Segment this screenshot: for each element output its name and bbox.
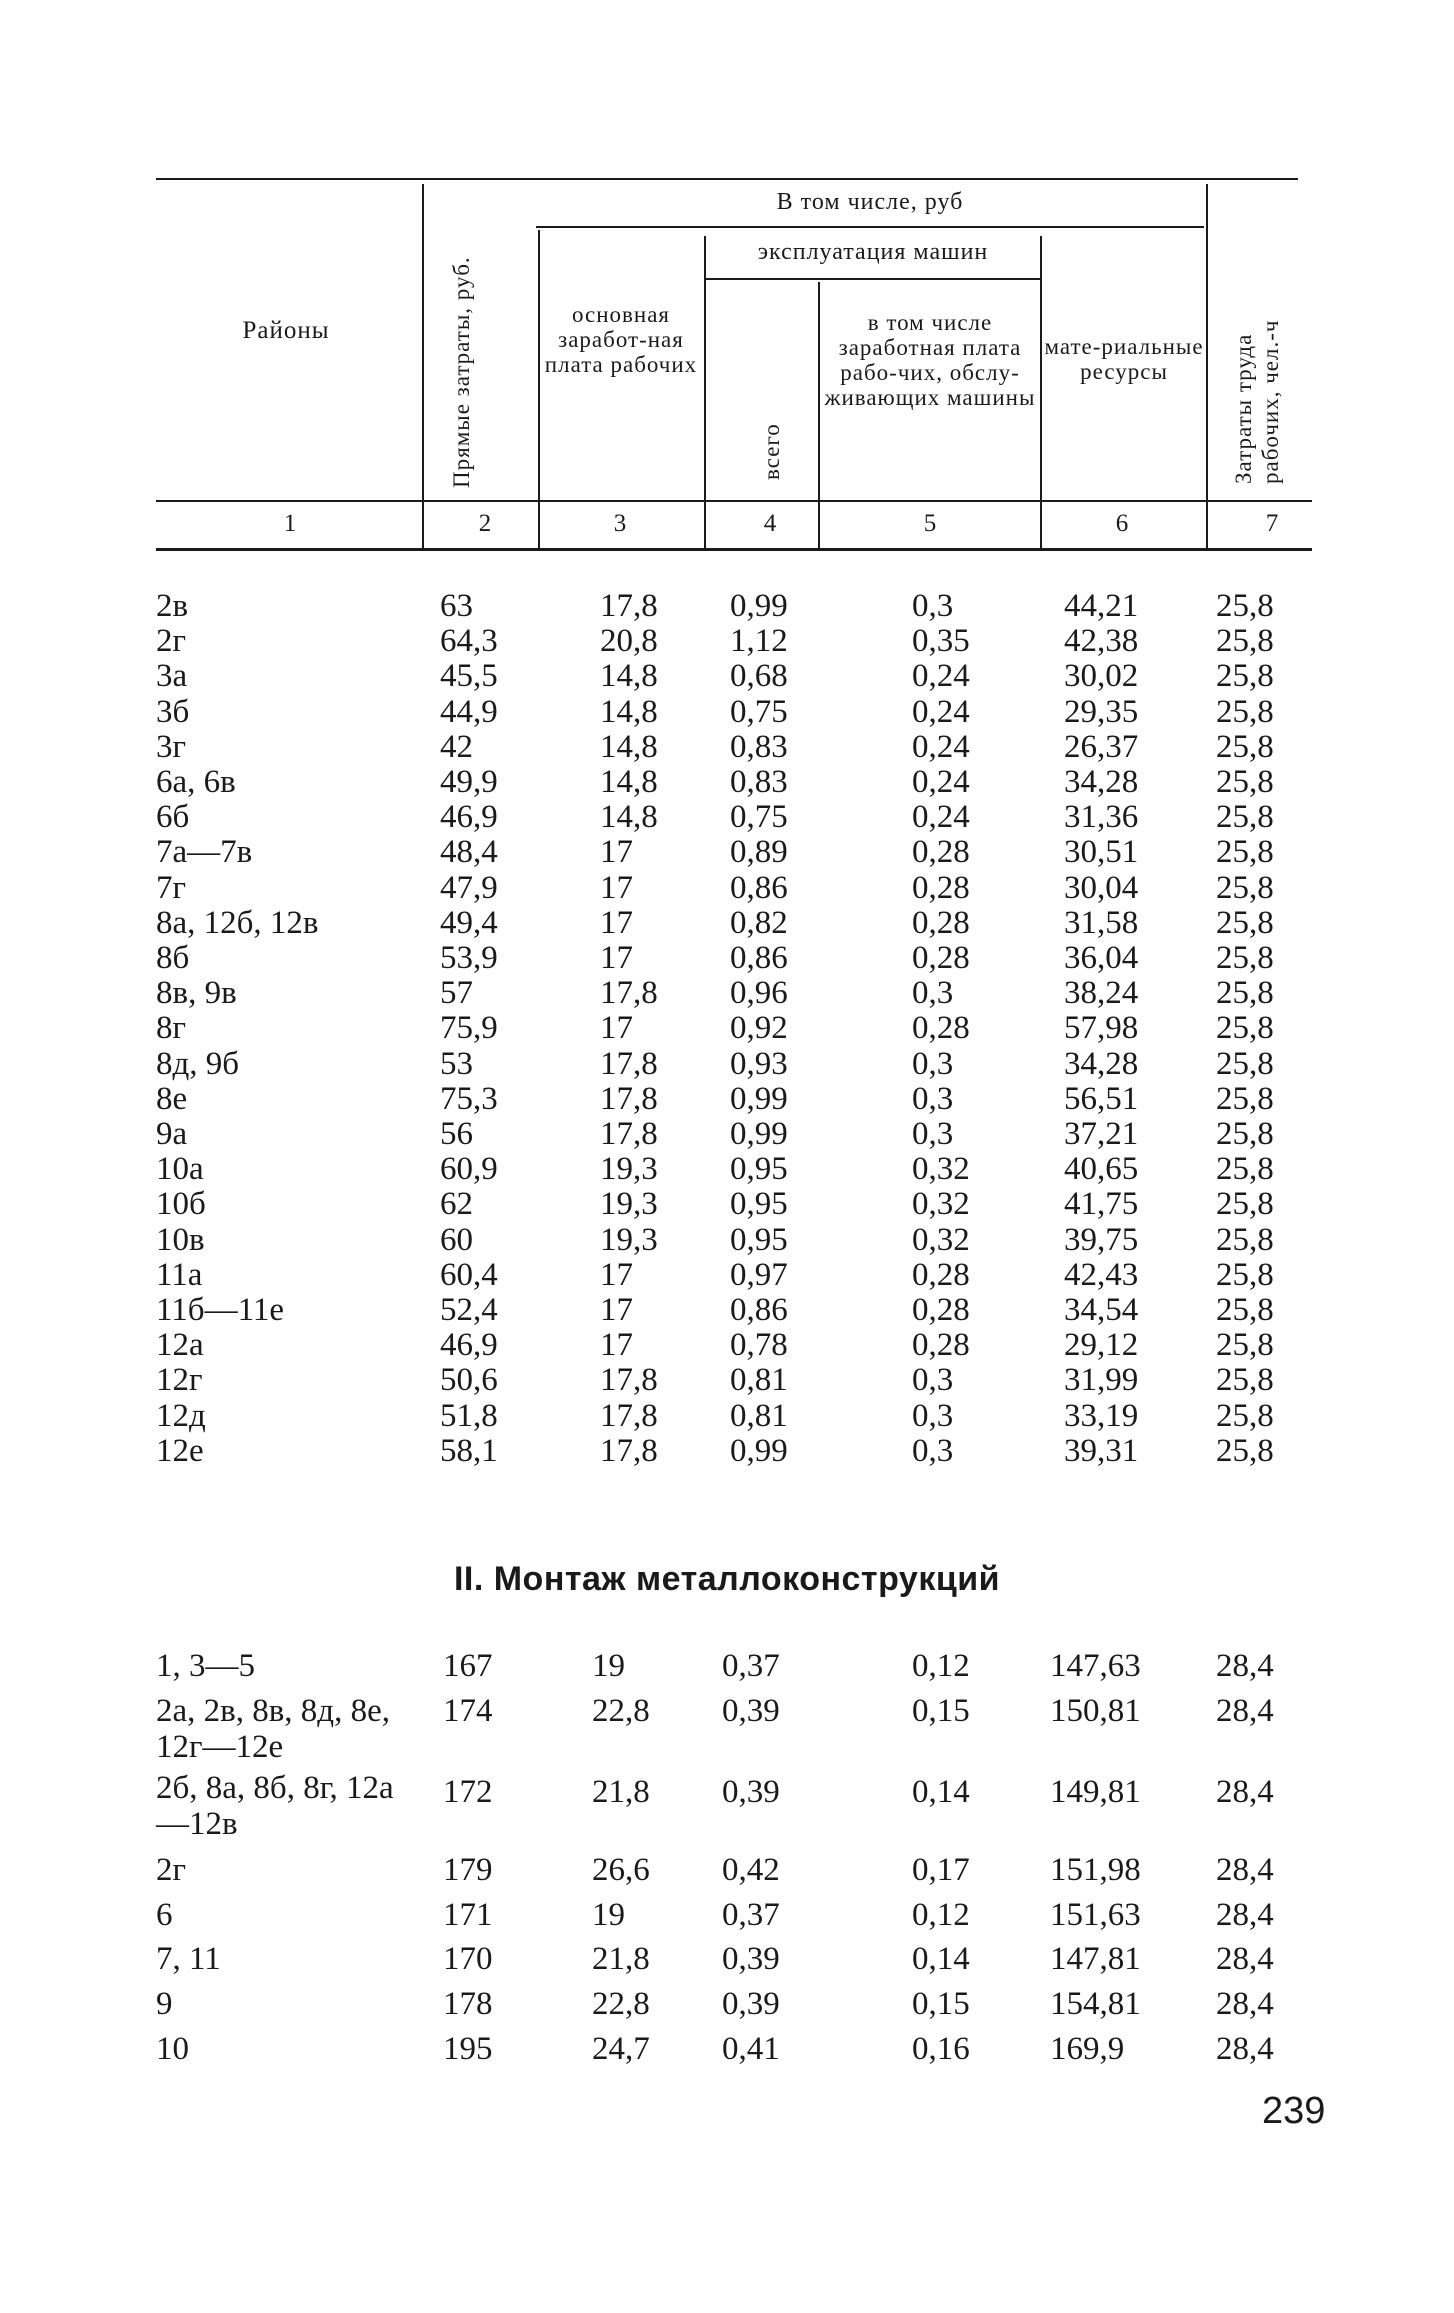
value-cell: 0,17 bbox=[912, 1852, 970, 1888]
value-cell: 0,75 bbox=[730, 799, 788, 835]
header-bottom-rule bbox=[156, 500, 1312, 502]
column-number: 4 bbox=[763, 510, 777, 537]
header-total: всего bbox=[759, 423, 784, 480]
value-cell: 25,8 bbox=[1216, 1433, 1274, 1469]
value-cell: 0,35 bbox=[912, 623, 970, 659]
value-cell: 170 bbox=[443, 1941, 493, 1977]
value-cell: 0,39 bbox=[722, 1693, 780, 1729]
value-cell: 63 bbox=[440, 588, 473, 624]
value-cell: 14,8 bbox=[600, 729, 658, 765]
col-divider-1 bbox=[422, 184, 424, 548]
region-cell: 1, 3—5 bbox=[156, 1648, 255, 1684]
region-cell: 2г bbox=[156, 623, 187, 659]
region-cell: 9а bbox=[156, 1116, 188, 1152]
region-cell: 12д bbox=[156, 1398, 206, 1434]
value-cell: 29,35 bbox=[1064, 694, 1139, 730]
region-cell: 7а—7в bbox=[156, 834, 253, 870]
value-cell: 25,8 bbox=[1216, 729, 1274, 765]
value-cell: 31,36 bbox=[1064, 799, 1139, 835]
value-cell: 0,24 bbox=[912, 799, 970, 835]
value-cell: 0,32 bbox=[912, 1151, 970, 1187]
value-cell: 57 bbox=[440, 975, 473, 1011]
value-cell: 26,6 bbox=[592, 1852, 650, 1888]
col-divider-5 bbox=[1040, 236, 1042, 548]
region-cell: 12а bbox=[156, 1327, 204, 1363]
value-cell: 150,81 bbox=[1050, 1693, 1141, 1729]
value-cell: 0,93 bbox=[730, 1046, 788, 1082]
value-cell: 0,28 bbox=[912, 1292, 970, 1328]
header-base-wage: основная заработ-ная плата рабочих bbox=[544, 302, 698, 377]
value-cell: 19,3 bbox=[600, 1151, 658, 1187]
region-cell: 6 bbox=[156, 1897, 173, 1933]
value-cell: 31,58 bbox=[1064, 905, 1139, 941]
value-cell: 56 bbox=[440, 1116, 473, 1152]
value-cell: 0,92 bbox=[730, 1010, 788, 1046]
header-labor: Затраты труда рабочих, чел.-ч bbox=[1231, 319, 1283, 484]
value-cell: 44,21 bbox=[1064, 588, 1139, 624]
value-cell: 0,12 bbox=[912, 1897, 970, 1933]
value-cell: 25,8 bbox=[1216, 623, 1274, 659]
col-divider-4 bbox=[818, 282, 820, 548]
region-cell: 6а, 6в bbox=[156, 764, 236, 800]
header-materials: мате-риальные ресурсы bbox=[1044, 334, 1204, 384]
value-cell: 17 bbox=[600, 1010, 633, 1046]
region-cell: 2г bbox=[156, 1852, 187, 1888]
value-cell: 0,3 bbox=[912, 1433, 954, 1469]
value-cell: 147,81 bbox=[1050, 1941, 1141, 1977]
region-cell: 12е bbox=[156, 1433, 204, 1469]
region-cell: 8д, 9б bbox=[156, 1046, 240, 1082]
value-cell: 0,83 bbox=[730, 764, 788, 800]
value-cell: 39,31 bbox=[1064, 1433, 1139, 1469]
value-cell: 0,78 bbox=[730, 1327, 788, 1363]
value-cell: 17 bbox=[600, 834, 633, 870]
value-cell: 0,95 bbox=[730, 1186, 788, 1222]
region-cell: 8б bbox=[156, 940, 190, 976]
value-cell: 25,8 bbox=[1216, 1116, 1274, 1152]
value-cell: 0,3 bbox=[912, 1398, 954, 1434]
value-cell: 1,12 bbox=[730, 623, 788, 659]
value-cell: 0,42 bbox=[722, 1852, 780, 1888]
column-number: 2 bbox=[478, 510, 492, 537]
column-number: 6 bbox=[1115, 510, 1129, 537]
header-machine-wage: в том числе заработная плата рабо-чих, обслу-живающих машины bbox=[824, 310, 1036, 410]
value-cell: 62 bbox=[440, 1186, 473, 1222]
value-cell: 17 bbox=[600, 870, 633, 906]
value-cell: 167 bbox=[443, 1648, 493, 1684]
value-cell: 0,96 bbox=[730, 975, 788, 1011]
value-cell: 17,8 bbox=[600, 1081, 658, 1117]
value-cell: 147,63 bbox=[1050, 1648, 1141, 1684]
value-cell: 40,65 bbox=[1064, 1151, 1139, 1187]
value-cell: 0,28 bbox=[912, 1327, 970, 1363]
column-number: 3 bbox=[613, 510, 627, 537]
value-cell: 25,8 bbox=[1216, 834, 1274, 870]
value-cell: 0,39 bbox=[722, 1941, 780, 1977]
value-cell: 0,24 bbox=[912, 694, 970, 730]
value-cell: 17 bbox=[600, 1327, 633, 1363]
value-cell: 21,8 bbox=[592, 1774, 650, 1810]
value-cell: 41,75 bbox=[1064, 1186, 1139, 1222]
value-cell: 17,8 bbox=[600, 588, 658, 624]
group-rule bbox=[536, 226, 1204, 228]
value-cell: 17,8 bbox=[600, 1398, 658, 1434]
value-cell: 46,9 bbox=[440, 1327, 498, 1363]
value-cell: 36,04 bbox=[1064, 940, 1139, 976]
region-cell: 10в bbox=[156, 1222, 205, 1258]
value-cell: 60,9 bbox=[440, 1151, 498, 1187]
value-cell: 28,4 bbox=[1216, 2031, 1274, 2067]
value-cell: 0,15 bbox=[912, 1693, 970, 1729]
numbers-bottom-rule bbox=[156, 548, 1312, 551]
value-cell: 52,4 bbox=[440, 1292, 498, 1328]
value-cell: 0,15 bbox=[912, 1986, 970, 2022]
value-cell: 17 bbox=[600, 940, 633, 976]
page-number: 239 bbox=[1262, 2090, 1326, 2132]
region-cell: 12г bbox=[156, 1362, 203, 1398]
region-cell: 10 bbox=[156, 2031, 189, 2067]
col-divider-6 bbox=[1206, 184, 1208, 548]
value-cell: 174 bbox=[443, 1693, 493, 1729]
value-cell: 0,39 bbox=[722, 1774, 780, 1810]
value-cell: 0,37 bbox=[722, 1648, 780, 1684]
region-cell: 3а bbox=[156, 658, 188, 694]
value-cell: 0,99 bbox=[730, 1433, 788, 1469]
value-cell: 25,8 bbox=[1216, 588, 1274, 624]
value-cell: 45,5 bbox=[440, 658, 498, 694]
value-cell: 31,99 bbox=[1064, 1362, 1139, 1398]
value-cell: 0,81 bbox=[730, 1398, 788, 1434]
value-cell: 17,8 bbox=[600, 1433, 658, 1469]
value-cell: 17 bbox=[600, 1257, 633, 1293]
value-cell: 0,14 bbox=[912, 1774, 970, 1810]
value-cell: 30,02 bbox=[1064, 658, 1139, 694]
value-cell: 0,97 bbox=[730, 1257, 788, 1293]
col-divider-2 bbox=[538, 230, 540, 548]
value-cell: 46,9 bbox=[440, 799, 498, 835]
region-cell: 3б bbox=[156, 694, 190, 730]
value-cell: 25,8 bbox=[1216, 1327, 1274, 1363]
value-cell: 0,99 bbox=[730, 1081, 788, 1117]
value-cell: 44,9 bbox=[440, 694, 498, 730]
value-cell: 0,32 bbox=[912, 1186, 970, 1222]
value-cell: 21,8 bbox=[592, 1941, 650, 1977]
value-cell: 0,28 bbox=[912, 940, 970, 976]
value-cell: 0,75 bbox=[730, 694, 788, 730]
value-cell: 17,8 bbox=[600, 1362, 658, 1398]
value-cell: 0,32 bbox=[912, 1222, 970, 1258]
value-cell: 25,8 bbox=[1216, 1292, 1274, 1328]
value-cell: 0,28 bbox=[912, 870, 970, 906]
value-cell: 0,99 bbox=[730, 1116, 788, 1152]
value-cell: 25,8 bbox=[1216, 1257, 1274, 1293]
region-cell: 8а, 12б, 12в bbox=[156, 905, 319, 941]
value-cell: 28,4 bbox=[1216, 1693, 1274, 1729]
value-cell: 0,3 bbox=[912, 1362, 954, 1398]
value-cell: 17 bbox=[600, 1292, 633, 1328]
value-cell: 75,9 bbox=[440, 1010, 498, 1046]
value-cell: 179 bbox=[443, 1852, 493, 1888]
value-cell: 19 bbox=[592, 1897, 625, 1933]
value-cell: 0,24 bbox=[912, 658, 970, 694]
value-cell: 19,3 bbox=[600, 1186, 658, 1222]
value-cell: 25,8 bbox=[1216, 1151, 1274, 1187]
value-cell: 17 bbox=[600, 905, 633, 941]
value-cell: 25,8 bbox=[1216, 694, 1274, 730]
value-cell: 151,63 bbox=[1050, 1897, 1141, 1933]
value-cell: 28,4 bbox=[1216, 1897, 1274, 1933]
value-cell: 53,9 bbox=[440, 940, 498, 976]
region-cell: 2а, 2в, 8в, 8д, 8е, 12г—12е bbox=[156, 1693, 390, 1765]
value-cell: 56,51 bbox=[1064, 1081, 1139, 1117]
value-cell: 37,21 bbox=[1064, 1116, 1139, 1152]
value-cell: 22,8 bbox=[592, 1693, 650, 1729]
value-cell: 33,19 bbox=[1064, 1398, 1139, 1434]
value-cell: 24,7 bbox=[592, 2031, 650, 2067]
value-cell: 42,43 bbox=[1064, 1257, 1139, 1293]
value-cell: 28,4 bbox=[1216, 1941, 1274, 1977]
value-cell: 0,86 bbox=[730, 870, 788, 906]
value-cell: 29,12 bbox=[1064, 1327, 1139, 1363]
value-cell: 0,12 bbox=[912, 1648, 970, 1684]
value-cell: 17,8 bbox=[600, 975, 658, 1011]
value-cell: 34,28 bbox=[1064, 764, 1139, 800]
value-cell: 75,3 bbox=[440, 1081, 498, 1117]
value-cell: 171 bbox=[443, 1897, 493, 1933]
value-cell: 0,81 bbox=[730, 1362, 788, 1398]
region-cell: 8в, 9в bbox=[156, 975, 237, 1011]
value-cell: 51,8 bbox=[440, 1398, 498, 1434]
header-machine-operation: эксплуатация машин bbox=[757, 239, 989, 265]
header-direct-costs: Прямые затраты, руб. bbox=[449, 256, 474, 488]
value-cell: 178 bbox=[443, 1986, 493, 2022]
value-cell: 53 bbox=[440, 1046, 473, 1082]
value-cell: 25,8 bbox=[1216, 1222, 1274, 1258]
value-cell: 0,99 bbox=[730, 588, 788, 624]
value-cell: 14,8 bbox=[600, 658, 658, 694]
value-cell: 195 bbox=[443, 2031, 493, 2067]
value-cell: 0,16 bbox=[912, 2031, 970, 2067]
value-cell: 0,3 bbox=[912, 588, 954, 624]
value-cell: 26,37 bbox=[1064, 729, 1139, 765]
value-cell: 0,28 bbox=[912, 834, 970, 870]
top-rule bbox=[156, 178, 1298, 180]
value-cell: 0,37 bbox=[722, 1897, 780, 1933]
value-cell: 149,81 bbox=[1050, 1774, 1141, 1810]
value-cell: 0,3 bbox=[912, 1116, 954, 1152]
value-cell: 0,24 bbox=[912, 764, 970, 800]
value-cell: 25,8 bbox=[1216, 799, 1274, 835]
value-cell: 0,68 bbox=[730, 658, 788, 694]
value-cell: 25,8 bbox=[1216, 975, 1274, 1011]
value-cell: 154,81 bbox=[1050, 1986, 1141, 2022]
column-number: 7 bbox=[1265, 510, 1279, 537]
value-cell: 64,3 bbox=[440, 623, 498, 659]
value-cell: 28,4 bbox=[1216, 1648, 1274, 1684]
value-cell: 17,8 bbox=[600, 1046, 658, 1082]
value-cell: 47,9 bbox=[440, 870, 498, 906]
value-cell: 0,3 bbox=[912, 975, 954, 1011]
value-cell: 0,14 bbox=[912, 1941, 970, 1977]
value-cell: 0,86 bbox=[730, 940, 788, 976]
value-cell: 0,28 bbox=[912, 1257, 970, 1293]
value-cell: 14,8 bbox=[600, 764, 658, 800]
value-cell: 57,98 bbox=[1064, 1010, 1139, 1046]
value-cell: 0,95 bbox=[730, 1222, 788, 1258]
value-cell: 25,8 bbox=[1216, 658, 1274, 694]
region-cell: 8е bbox=[156, 1081, 188, 1117]
value-cell: 25,8 bbox=[1216, 870, 1274, 906]
value-cell: 0,89 bbox=[730, 834, 788, 870]
value-cell: 39,75 bbox=[1064, 1222, 1139, 1258]
value-cell: 20,8 bbox=[600, 623, 658, 659]
value-cell: 19,3 bbox=[600, 1222, 658, 1258]
value-cell: 25,8 bbox=[1216, 905, 1274, 941]
region-cell: 2б, 8а, 8б, 8г, 12а—12в bbox=[156, 1770, 394, 1842]
header-regions: Районы bbox=[242, 317, 330, 344]
header-group: В том числе, руб bbox=[776, 189, 964, 215]
value-cell: 30,04 bbox=[1064, 870, 1139, 906]
col-divider-3 bbox=[704, 236, 706, 548]
column-number: 5 bbox=[923, 510, 937, 537]
value-cell: 34,54 bbox=[1064, 1292, 1139, 1328]
value-cell: 34,28 bbox=[1064, 1046, 1139, 1082]
region-cell: 6б bbox=[156, 799, 190, 835]
value-cell: 25,8 bbox=[1216, 1081, 1274, 1117]
region-cell: 3г bbox=[156, 729, 187, 765]
value-cell: 169,9 bbox=[1050, 2031, 1125, 2067]
value-cell: 28,4 bbox=[1216, 1852, 1274, 1888]
value-cell: 30,51 bbox=[1064, 834, 1139, 870]
value-cell: 0,83 bbox=[730, 729, 788, 765]
value-cell: 0,41 bbox=[722, 2031, 780, 2067]
value-cell: 25,8 bbox=[1216, 1046, 1274, 1082]
value-cell: 0,24 bbox=[912, 729, 970, 765]
value-cell: 28,4 bbox=[1216, 1774, 1274, 1810]
subgroup-rule bbox=[706, 278, 1040, 280]
value-cell: 17,8 bbox=[600, 1116, 658, 1152]
region-cell: 11а bbox=[156, 1257, 203, 1293]
region-cell: 7г bbox=[156, 870, 187, 906]
value-cell: 0,39 bbox=[722, 1986, 780, 2022]
value-cell: 25,8 bbox=[1216, 1398, 1274, 1434]
region-cell: 8г bbox=[156, 1010, 187, 1046]
value-cell: 42 bbox=[440, 729, 473, 765]
value-cell: 60 bbox=[440, 1222, 473, 1258]
value-cell: 42,38 bbox=[1064, 623, 1139, 659]
value-cell: 25,8 bbox=[1216, 1186, 1274, 1222]
value-cell: 0,3 bbox=[912, 1046, 954, 1082]
value-cell: 60,4 bbox=[440, 1257, 498, 1293]
value-cell: 38,24 bbox=[1064, 975, 1139, 1011]
value-cell: 19 bbox=[592, 1648, 625, 1684]
value-cell: 28,4 bbox=[1216, 1986, 1274, 2022]
value-cell: 0,3 bbox=[912, 1081, 954, 1117]
value-cell: 25,8 bbox=[1216, 940, 1274, 976]
value-cell: 25,8 bbox=[1216, 1362, 1274, 1398]
region-cell: 7, 11 bbox=[156, 1941, 221, 1977]
region-cell: 2в bbox=[156, 588, 189, 624]
region-cell: 9 bbox=[156, 1986, 173, 2022]
section-title: II. Монтаж металлоконструкций bbox=[453, 1560, 1001, 1598]
value-cell: 49,4 bbox=[440, 905, 498, 941]
value-cell: 151,98 bbox=[1050, 1852, 1141, 1888]
value-cell: 0,95 bbox=[730, 1151, 788, 1187]
region-cell: 10а bbox=[156, 1151, 204, 1187]
value-cell: 172 bbox=[443, 1774, 493, 1810]
value-cell: 22,8 bbox=[592, 1986, 650, 2022]
value-cell: 50,6 bbox=[440, 1362, 498, 1398]
value-cell: 25,8 bbox=[1216, 1010, 1274, 1046]
region-cell: 11б—11е bbox=[156, 1292, 284, 1328]
value-cell: 14,8 bbox=[600, 694, 658, 730]
value-cell: 0,28 bbox=[912, 1010, 970, 1046]
value-cell: 25,8 bbox=[1216, 764, 1274, 800]
value-cell: 14,8 bbox=[600, 799, 658, 835]
column-number: 1 bbox=[283, 510, 297, 537]
value-cell: 0,82 bbox=[730, 905, 788, 941]
value-cell: 58,1 bbox=[440, 1433, 498, 1469]
value-cell: 48,4 bbox=[440, 834, 498, 870]
region-cell: 10б bbox=[156, 1186, 206, 1222]
value-cell: 49,9 bbox=[440, 764, 498, 800]
value-cell: 0,86 bbox=[730, 1292, 788, 1328]
value-cell: 0,28 bbox=[912, 905, 970, 941]
